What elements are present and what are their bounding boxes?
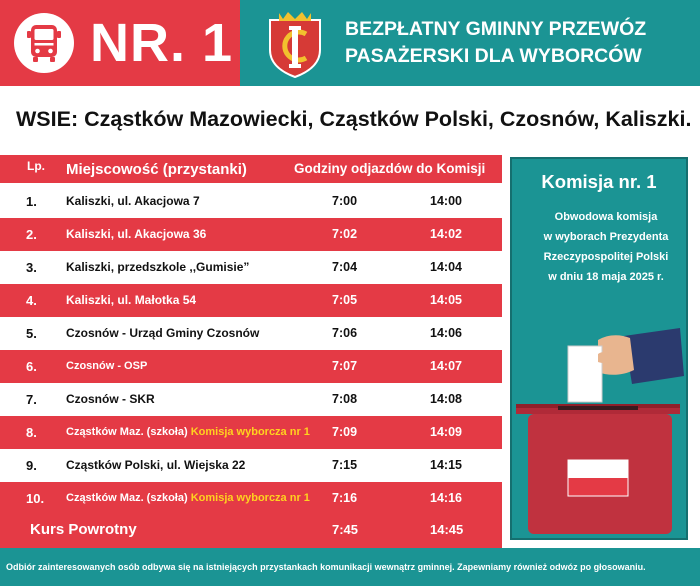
column-header-place: Miejscowość (przystanki) [66, 161, 247, 178]
stop-name: Kaliszki, ul. Akacjowa 36 [66, 227, 207, 241]
stop-name: Czosnów - SKR [66, 392, 155, 406]
morning-time: 7:05 [332, 293, 358, 307]
table-row [0, 350, 502, 383]
table-row [0, 482, 502, 515]
footer-note: Odbiór zainteresowanych osób odbywa się na istniejących przystankach komunikacji wewnątrz gminnej. Zapewniamy również odwóz po głosowaniu. [6, 562, 646, 572]
row-number: 2. [26, 227, 37, 242]
commission-line: w wyborach Prezydenta [543, 231, 669, 243]
table-row [0, 383, 502, 416]
commission-line: Rzeczypospolitej Polski [543, 251, 669, 263]
stop-name: Czosnów - OSP [66, 360, 148, 372]
afternoon-time: 14:16 [430, 491, 462, 505]
morning-time: 7:09 [332, 425, 358, 439]
commission-description [526, 207, 686, 287]
row-number: 10. [26, 491, 45, 506]
stop-name: Kaliszki, ul. Małotka 54 [66, 293, 197, 307]
morning-time: 7:07 [332, 359, 358, 373]
morning-time: 7:02 [332, 227, 358, 241]
stop-name: Kaliszki, przedszkole ,,Gumisie” [66, 260, 250, 274]
morning-time: 7:15 [332, 458, 358, 472]
table-row [0, 284, 502, 317]
commission-line: w dniu 18 maja 2025 r. [548, 271, 664, 283]
row-number: 9. [26, 458, 37, 473]
morning-time: 7:04 [332, 260, 358, 274]
commission-line: Obwodowa komisja [554, 211, 658, 223]
footer-banner [0, 548, 700, 586]
polling-station-label: Komisja wyborcza nr 1 [190, 492, 310, 504]
stop-name-text: Cząstków Maz. (szkoła) [66, 492, 191, 504]
return-morning-time: 7:45 [332, 522, 359, 537]
ballot-box-icon [512, 324, 686, 538]
table-row [0, 185, 502, 218]
morning-time: 7:06 [332, 326, 358, 340]
morning-time: 7:16 [332, 491, 358, 505]
afternoon-time: 14:05 [430, 293, 462, 307]
afternoon-time: 14:08 [430, 392, 462, 406]
commission-panel [510, 157, 688, 540]
stop-name: Czosnów - Urząd Gminy Czosnów [66, 326, 260, 340]
commission-title: Komisja nr. 1 [541, 171, 657, 192]
polling-station-label: Komisja wyborcza nr 1 [190, 426, 310, 438]
row-number: 5. [26, 326, 37, 341]
stop-name [66, 416, 310, 449]
row-number: 3. [26, 260, 37, 275]
afternoon-time: 14:02 [430, 227, 462, 241]
return-trip-label: Kurs Powrotny [30, 521, 137, 538]
stop-name-text: Cząstków Maz. (szkoła) [66, 426, 191, 438]
stop-name: Kaliszki, ul. Akacjowa 7 [66, 194, 200, 208]
table-row [0, 416, 502, 449]
bus-icon [14, 13, 74, 73]
table-row [0, 218, 502, 251]
header-slogan-line2: PASAŻERSKI DLA WYBORCÓW [345, 45, 642, 67]
column-header-hours: Godziny odjazdów do Komisji [294, 161, 486, 176]
row-number: 7. [26, 392, 37, 407]
morning-time: 7:08 [332, 392, 358, 406]
header-slogan [345, 16, 646, 70]
row-number: 8. [26, 425, 37, 440]
coat-of-arms-icon [266, 10, 324, 78]
schedule-table-header [0, 155, 502, 183]
route-number-title: NR. 1 [90, 13, 234, 73]
afternoon-time: 14:06 [430, 326, 462, 340]
header-slogan-line1: BEZPŁATNY GMINNY PRZEWÓZ [345, 18, 647, 40]
table-row [0, 251, 502, 284]
stop-name [66, 482, 310, 515]
afternoon-time: 14:07 [430, 359, 462, 373]
return-afternoon-time: 14:45 [430, 522, 464, 537]
afternoon-time: 14:09 [430, 425, 462, 439]
column-header-lp: Lp. [27, 159, 45, 173]
row-number: 6. [26, 359, 37, 374]
table-row [0, 317, 502, 350]
afternoon-time: 14:04 [430, 260, 462, 274]
row-number: 1. [26, 194, 37, 209]
afternoon-time: 14:15 [430, 458, 462, 472]
return-trip-row [0, 512, 502, 548]
villages-list: WSIE: Cząstków Mazowiecki, Cząstków Polski, Czosnów, Kaliszki. [16, 107, 692, 131]
stop-name: Cząstków Polski, ul. Wiejska 22 [66, 458, 246, 472]
table-row [0, 449, 502, 482]
morning-time: 7:00 [332, 194, 358, 208]
row-number: 4. [26, 293, 37, 308]
afternoon-time: 14:00 [430, 194, 462, 208]
